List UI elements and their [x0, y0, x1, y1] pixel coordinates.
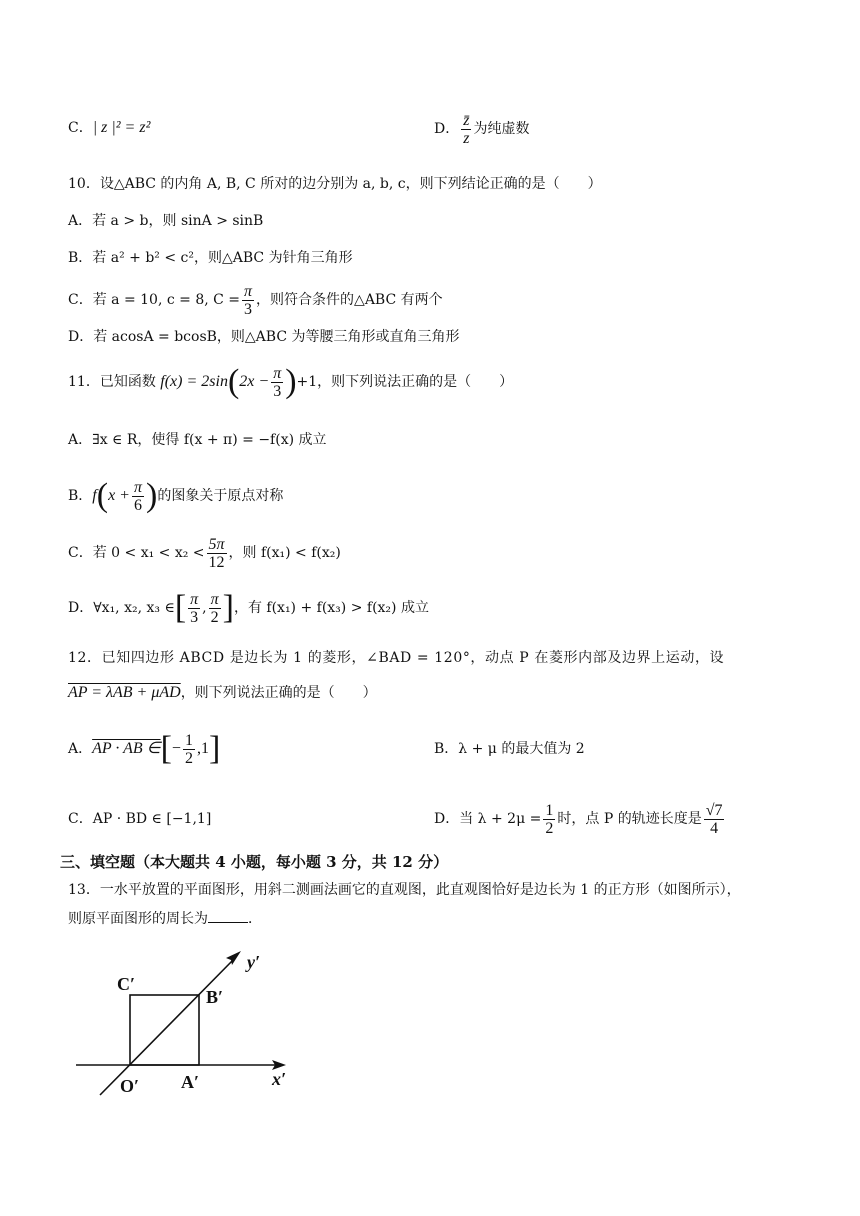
q11-option-a: A．∃x ∈ R，使得 f(x + π) = −f(x) 成立: [68, 432, 327, 448]
fraction: [704, 802, 725, 837]
q12-option-d: [434, 796, 726, 842]
stem-text: ．: [248, 911, 262, 927]
paren-close: ): [285, 363, 297, 400]
denominator: 3: [244, 300, 253, 318]
math-expression: f: [92, 487, 97, 504]
fraction: [207, 536, 227, 571]
option-text: D．当 λ + 2μ =: [434, 811, 542, 827]
denominator: 2: [545, 819, 554, 837]
q11-option-c: [68, 532, 341, 574]
label-a: A′: [181, 1072, 200, 1092]
denominator: 3: [273, 382, 282, 400]
option-text: D．∀x₁, x₂, x₃ ∈: [68, 600, 175, 616]
oblique-projection-figure: [60, 940, 310, 1110]
label-b: B′: [206, 987, 224, 1007]
numerator: 5π: [208, 535, 225, 553]
fraction: [461, 112, 471, 147]
q11-option-b: [68, 474, 283, 518]
label-c: C′: [117, 974, 136, 994]
denominator: 12: [208, 553, 225, 571]
paren-open: (: [227, 363, 240, 400]
bracket-close: ]: [222, 589, 234, 626]
vector-expression: AP · AB ∈: [92, 740, 161, 757]
option-text: ，有 f(x₁) + f(x₃) > f(x₂) 成立: [233, 600, 429, 616]
fraction: [271, 365, 283, 400]
q10-option-a: A．若 a > b，则 sinA > sinB: [68, 213, 264, 229]
math-expression: f(x) = 2sin: [160, 373, 228, 390]
fraction: [132, 479, 144, 514]
q12-option-c: C．AP · BD ∈ [−1,1]: [68, 811, 212, 827]
option-label: D．: [434, 121, 460, 137]
minus-sign: −: [171, 740, 181, 757]
numerator: 1: [184, 731, 193, 749]
denominator: z: [463, 129, 470, 147]
fraction: [242, 283, 254, 318]
fraction: [543, 802, 555, 837]
math-expression: x +: [108, 487, 130, 504]
label-o: O′: [120, 1076, 140, 1096]
q10-option-c: [68, 282, 443, 318]
math-expression: ,1: [196, 740, 209, 757]
math-expression: 2x −: [239, 373, 270, 390]
option-text: 的图象关于原点对称: [157, 488, 284, 504]
bracket-close: ]: [208, 730, 221, 767]
denominator: 4: [710, 819, 719, 837]
q10-option-b: B．若 a² + b² < c²，则△ABC 为针角三角形: [68, 250, 353, 266]
q13-line1: 13．一水平放置的平面图形，用斜二测画法画它的直观图，此直观图恰好是边长为 1 的正方形（如图所示），: [68, 882, 741, 898]
numerator: √7: [705, 801, 723, 819]
q10-stem: 10．设△ABC 的内角 A, B, C 所对的边分别为 a, b, c，则下列结论正确的是（ ）: [68, 176, 602, 192]
q9-option-d: [434, 100, 529, 158]
numerator: 1: [545, 801, 554, 819]
q12-option-b: B．λ + μ 的最大值为 2: [434, 741, 585, 757]
numerator: z̄: [463, 111, 470, 129]
option-text: ，则 f(x₁) < f(x₂): [228, 545, 341, 561]
answer-blank[interactable]: [208, 908, 248, 923]
q11-option-d: D．∀x₁, x₂, x₃ ∈[ $\frac{\pi}{3}$ , $\frac{\pi}{2}$ ]，有 f(x₁) + f(x₃) > f(x₂) 成立: [68, 589, 429, 626]
numerator: π: [244, 282, 253, 300]
fraction: [183, 732, 195, 767]
label-x: x′: [272, 1069, 287, 1089]
option-text: 为纯虚数: [473, 121, 530, 137]
vector-expression: AP = λAB + μAD: [68, 684, 181, 701]
q13-line2: [68, 908, 262, 929]
denominator: 3: [190, 608, 199, 626]
section-heading: 三、填空题（本大题共 4 小题，每小题 3 分，共 12 分）: [60, 853, 449, 871]
option-label: A．: [68, 741, 93, 757]
option-text: ，则符合条件的△ABC 有两个: [256, 292, 443, 308]
option-text: C．若 0 < x₁ < x₂ <: [68, 545, 205, 561]
fraction: [209, 591, 221, 626]
q10-option-d: D．若 acosA = bcosB，则△ABC 为等腰三角形或直角三角形: [68, 329, 460, 345]
q9-option-c: [68, 118, 150, 138]
fraction: [188, 591, 200, 626]
stem-text: +1，则下列说法正确的是（ ）: [296, 374, 514, 390]
bracket-open: [: [160, 730, 172, 767]
y-arrow-head: [226, 951, 241, 965]
stem-text: 11．已知函数: [68, 374, 156, 390]
q12-stem-line2: [68, 683, 377, 703]
numerator: π: [273, 364, 282, 382]
denominator: 6: [133, 496, 142, 514]
q11-stem: [68, 362, 513, 402]
numerator: π: [133, 478, 142, 496]
bracket-open: [: [174, 589, 187, 626]
stem-text: 则原平面图形的周长为: [68, 911, 208, 927]
denominator: 2: [210, 608, 219, 626]
math-expression: | z |² = z²: [92, 119, 151, 136]
denominator: 2: [184, 749, 193, 767]
paren-open: (: [96, 477, 109, 514]
numerator: π: [210, 590, 219, 608]
paren-close: ): [146, 477, 158, 514]
numerator: π: [190, 590, 199, 608]
stem-text: ，则下列说法正确的是（ ）: [180, 685, 377, 701]
option-label: B．: [68, 488, 93, 504]
q12-stem-line1: 12．已知四边形 ABCD 是边长为 1 的菱形，∠BAD = 120°，动点 P 在菱形内部及边界上运动，设: [68, 650, 725, 666]
q12-option-a: [68, 726, 220, 772]
option-label: C．: [68, 120, 93, 136]
label-y: y′: [247, 952, 261, 972]
option-text: 时，点 P 的轨迹长度是: [557, 811, 702, 827]
option-text: C．若 a = 10, c = 8, C =: [68, 292, 241, 308]
